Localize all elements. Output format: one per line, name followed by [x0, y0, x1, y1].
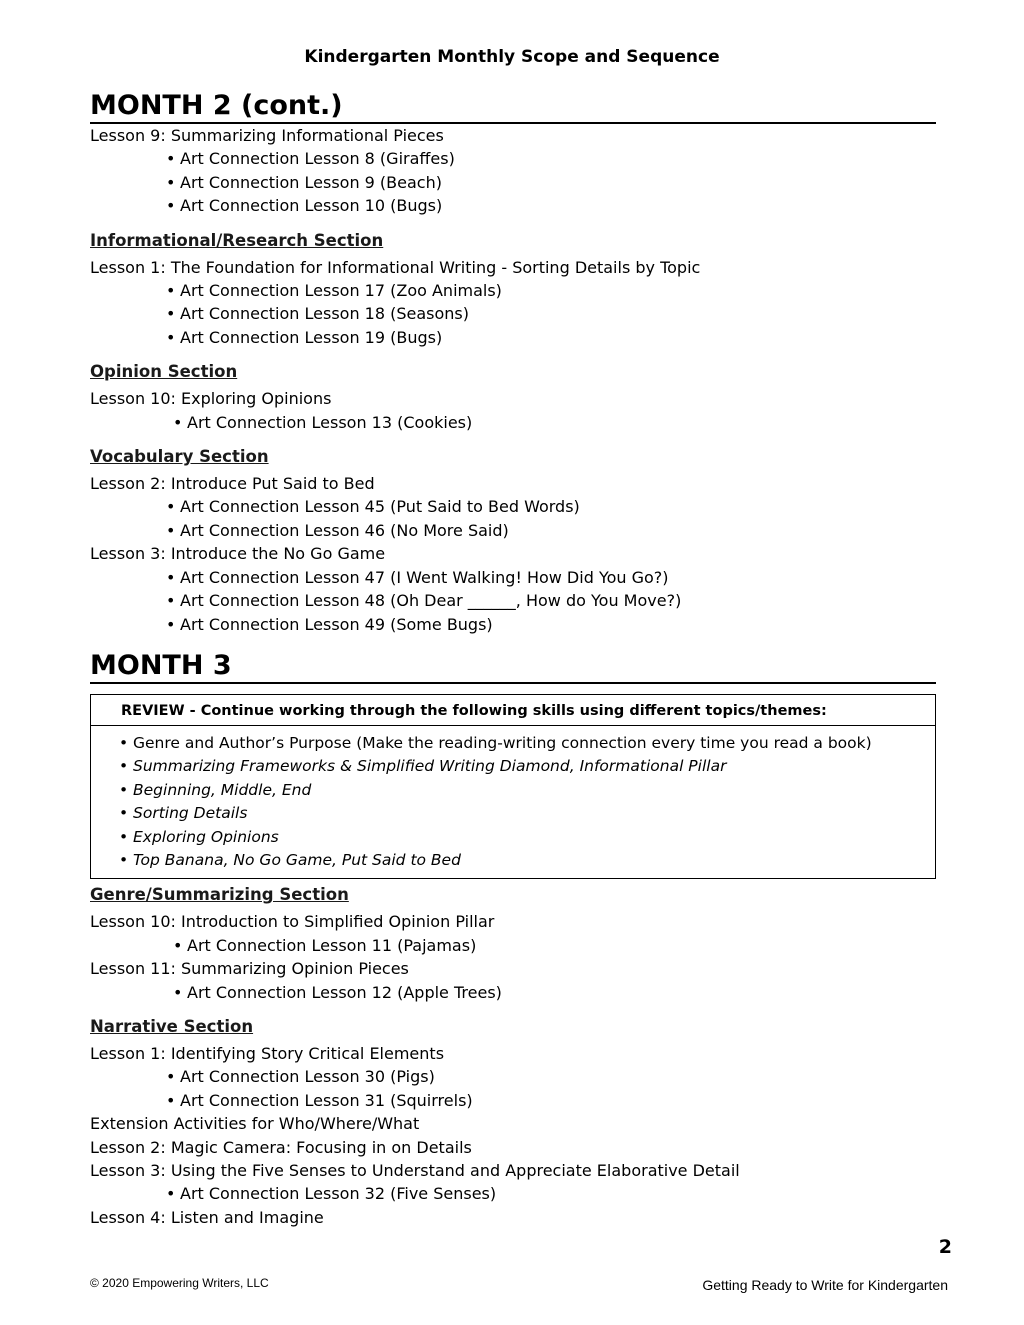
footer-copyright: © 2020 Empowering Writers, LLC	[90, 1276, 269, 1290]
review-list	[91, 726, 935, 878]
opinion-lesson-10: Lesson 10: Exploring Opinions	[90, 389, 332, 409]
review-heading: REVIEW - Continue working through the following skills using different topics/themes:	[91, 695, 935, 726]
vocab-lesson-3: Lesson 3: Introduce the No Go Game	[90, 544, 386, 564]
month2-heading: MONTH 2 (cont.)	[90, 90, 936, 124]
review-item: • Exploring Opinions	[119, 827, 279, 846]
month3-heading: MONTH 3	[90, 650, 936, 684]
list-item: • Art Connection Lesson 8 (Giraffes)	[166, 149, 455, 169]
review-item: • Sorting Details	[119, 804, 248, 823]
section-heading-opinion: Opinion Section	[90, 362, 238, 382]
list-item: • Art Connection Lesson 18 (Seasons)	[166, 304, 469, 324]
list-item: • Art Connection Lesson 47 (I Went Walking! How Did You Go?)	[166, 567, 669, 587]
list-item: • Art Connection Lesson 48 (Oh Dear ______, How do You Move?)	[166, 591, 682, 611]
review-item: • Genre and Author’s Purpose (Make the reading-writing connection every time you read a book)	[119, 733, 872, 752]
content	[90, 90, 936, 1229]
list-item: • Art Connection Lesson 30 (Pigs)	[166, 1067, 435, 1087]
section-heading-narrative: Narrative Section	[90, 1016, 254, 1036]
genre-lesson-11: Lesson 11: Summarizing Opinion Pieces	[90, 959, 409, 979]
list-item: • Art Connection Lesson 11 (Pajamas)	[173, 935, 477, 955]
review-item: • Top Banana, No Go Game, Put Said to Bed	[119, 850, 461, 869]
list-item: • Art Connection Lesson 17 (Zoo Animals)	[166, 281, 502, 301]
list-item: • Art Connection Lesson 32 (Five Senses)	[166, 1184, 497, 1204]
narr-lesson-3: Lesson 3: Using the Five Senses to Understand and Appreciate Elaborative Detail	[90, 1161, 740, 1180]
list-item: • Art Connection Lesson 9 (Beach)	[166, 172, 442, 192]
vocab-lesson-2: Lesson 2: Introduce Put Said to Bed	[90, 474, 375, 494]
document-header: Kindergarten Monthly Scope and Sequence	[304, 47, 720, 67]
list-item: • Art Connection Lesson 10 (Bugs)	[166, 196, 443, 216]
list-item: • Art Connection Lesson 45 (Put Said to Bed Words)	[166, 497, 580, 517]
section-heading-genre: Genre/Summarizing Section	[90, 885, 349, 905]
narr-lesson-4: Lesson 4: Listen and Imagine	[90, 1207, 324, 1227]
review-item: • Summarizing Frameworks & Simplified Writing Diamond, Informational Pillar	[119, 757, 727, 776]
info-lesson-1: Lesson 1: The Foundation for Informational Writing - Sorting Details by Topic	[90, 257, 701, 277]
narr-lesson-1: Lesson 1: Identifying Story Critical Elements	[90, 1043, 445, 1063]
list-item: • Art Connection Lesson 12 (Apple Trees)	[173, 982, 502, 1002]
review-box	[90, 694, 936, 879]
narr-lesson-2: Lesson 2: Magic Camera: Focusing in on Details	[90, 1137, 472, 1157]
section-heading-informational: Informational/Research Section	[90, 230, 384, 250]
footer-title: Getting Ready to Write for Kindergarten	[702, 1277, 948, 1293]
page-number: 2	[938, 1236, 952, 1258]
list-item: • Art Connection Lesson 31 (Squirrels)	[166, 1090, 473, 1110]
genre-lesson-10: Lesson 10: Introduction to Simplified Opinion Pillar	[90, 912, 495, 932]
list-item: • Art Connection Lesson 46 (No More Said)	[166, 520, 509, 540]
lesson-9: Lesson 9: Summarizing Informational Pieces	[90, 126, 444, 145]
list-item: • Art Connection Lesson 19 (Bugs)	[166, 327, 443, 347]
list-item: • Art Connection Lesson 13 (Cookies)	[173, 412, 473, 432]
narr-extension: Extension Activities for Who/Where/What	[90, 1114, 420, 1134]
review-item: • Beginning, Middle, End	[119, 780, 312, 799]
list-item: • Art Connection Lesson 49 (Some Bugs)	[166, 614, 493, 634]
section-heading-vocabulary: Vocabulary Section	[90, 447, 269, 467]
